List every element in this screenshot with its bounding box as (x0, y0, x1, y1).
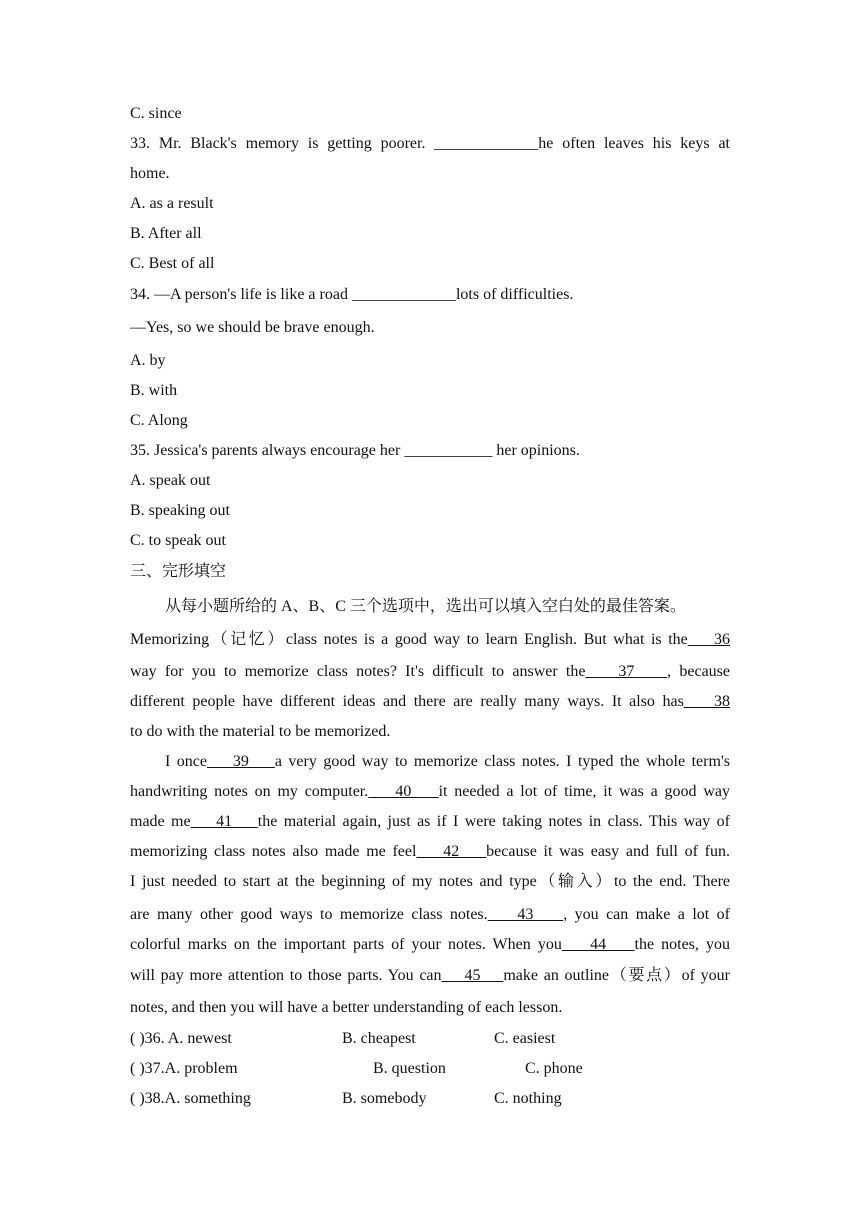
q34-stem-end: lots of difficulties. (455, 286, 574, 303)
passage-line-6 (130, 782, 730, 802)
passage-text: are many other good ways to memorize class notes. (130, 906, 488, 923)
option-36-c: C. easiest (494, 1030, 556, 1047)
q34-option-b: B. with (130, 382, 178, 399)
blank-37: 37 (585, 663, 668, 680)
blank-39: 39 (207, 753, 275, 770)
passage-line-13: notes, and then you will have a better understanding of each lesson. (130, 999, 563, 1016)
option-38-c: C. nothing (494, 1090, 562, 1107)
blank-43: 43 (487, 906, 564, 923)
passage-text: different people have different ideas and there are really many ways. It also has (130, 693, 684, 710)
option-36-b: B. cheapest (342, 1030, 416, 1047)
passage-line-11 (130, 935, 730, 955)
section-instruction: 从每小题所给的 A、B、C 三个选项中，选出可以填入空白处的最佳答案。 (165, 598, 686, 615)
blank-44: 44 (561, 936, 635, 953)
q33-blank: _____________ (434, 135, 539, 152)
q35-stem (130, 441, 580, 461)
blank-41: 41 (190, 813, 258, 830)
passage-line-12 (130, 966, 730, 986)
passage-text: will pay more attention to those parts. You can (130, 967, 442, 984)
q33-option-c: C. Best of all (130, 255, 215, 272)
q34-stem (130, 285, 573, 305)
option-37: ( )37.A. problem (130, 1060, 238, 1077)
passage-line-1 (130, 630, 730, 650)
q33-stem-start: 33. Mr. Black's memory is getting poorer. (130, 135, 435, 152)
passage-text: I once (165, 753, 208, 770)
passage-text: a very good way to memorize class notes. I typed the whole term's (274, 753, 731, 770)
passage-line-4: to do with the material to be memorized. (130, 723, 391, 740)
passage-text: made me (130, 813, 191, 830)
option-38-b: B. somebody (342, 1090, 427, 1107)
passage-text: memorizing class notes also made me feel (130, 843, 417, 860)
blank-38: 38 (683, 693, 731, 710)
passage-text: Memorizing（记忆）class notes is a good way to learn English. But what is the (130, 631, 688, 648)
q35-stem-start: 35. Jessica's parents always encourage her (130, 442, 405, 459)
blank-40: 40 (368, 783, 439, 800)
q35-blank: ___________ (404, 442, 493, 459)
q35-option-c: C. to speak out (130, 532, 226, 549)
q33-stem-end: he often leaves his keys at (538, 135, 731, 152)
q33-option-a: A. as a result (130, 195, 214, 212)
passage-text: , you can make a lot of (563, 906, 731, 923)
option-37-b: B. question (373, 1060, 446, 1077)
q33-stem-cont: home. (130, 165, 170, 182)
q34-option-a: A. by (130, 352, 166, 369)
q34-option-c: C. Along (130, 412, 188, 429)
passage-text: way for you to memorize class notes? It's difficult to answer the (130, 663, 586, 680)
passage-line-7 (130, 812, 730, 832)
passage-line-5 (165, 752, 730, 772)
passage-text: colorful marks on the important parts of your notes. When you (130, 936, 562, 953)
passage-text: make an outline（要点）of your (503, 967, 731, 984)
blank-36: 36 (687, 631, 731, 648)
section-title: 三、完形填空 (130, 563, 227, 580)
q35-option-a: A. speak out (130, 472, 211, 489)
option-38: ( )38.A. something (130, 1090, 251, 1107)
passage-line-8 (130, 842, 730, 862)
q34-blank: _____________ (351, 286, 456, 303)
passage-line-10 (130, 905, 730, 925)
q34-reply: —Yes, so we should be brave enough. (130, 319, 375, 336)
q32-option-c: C. since (130, 105, 182, 122)
passage-text: because it was easy and full of fun. (486, 843, 731, 860)
blank-45: 45 (441, 967, 504, 984)
q35-option-b: B. speaking out (130, 502, 230, 519)
blank-42: 42 (416, 843, 487, 860)
option-36: ( )36. A. newest (130, 1030, 232, 1047)
passage-text: , because (667, 663, 730, 680)
passage-line-9: I just needed to start at the beginning of my notes and type（输入）to the end. There (130, 873, 730, 890)
passage-text: the notes, you (634, 936, 730, 953)
passage-text: the material again, just as if I were taking notes in class. This way of (257, 813, 730, 830)
passage-line-3 (130, 692, 730, 712)
passage-text: handwriting notes on my computer. (130, 783, 369, 800)
q34-stem-start: 34. —A person's life is like a road (130, 286, 352, 303)
q33-option-b: B. After all (130, 225, 202, 242)
option-37-c: C. phone (525, 1060, 583, 1077)
passage-line-2 (130, 662, 730, 682)
q33-stem (130, 134, 730, 154)
passage-text: it needed a lot of time, it was a good way (438, 783, 731, 800)
q35-stem-end: her opinions. (492, 442, 580, 459)
